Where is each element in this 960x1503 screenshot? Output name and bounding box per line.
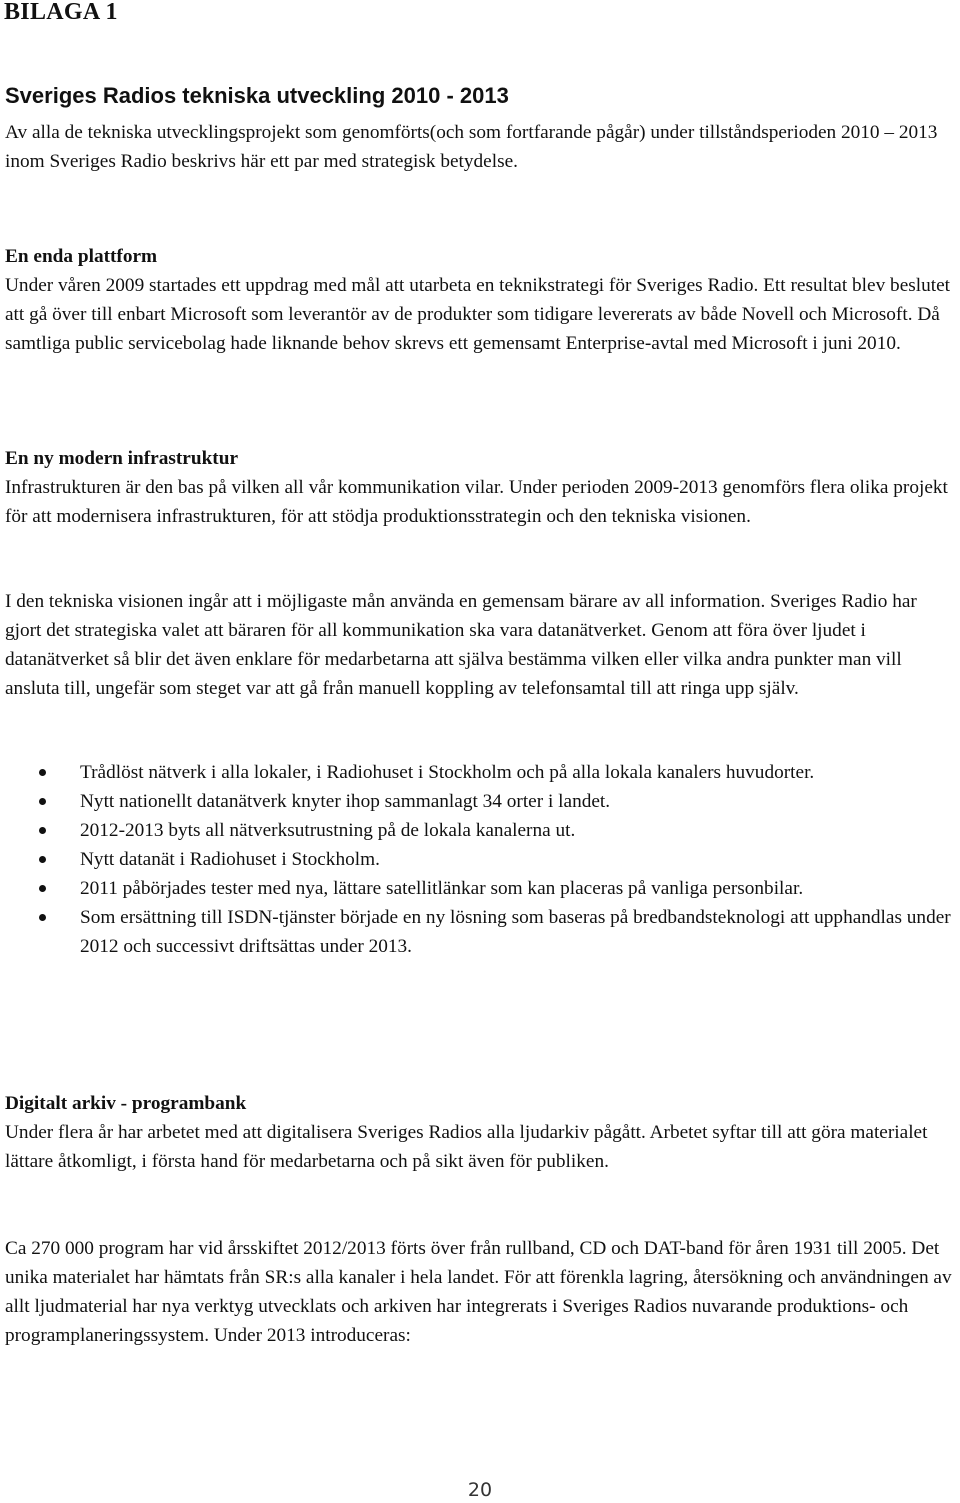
section-heading-plattform: En enda plattform (5, 246, 158, 267)
document-title: Sveriges Radios tekniska utveckling 2010 - 2013 (5, 83, 509, 108)
section-text-plattform: Under våren 2009 startades ett uppdrag med mål att utarbeta en teknikstrategi för Sveriges Radio. Ett resultat blev beslutet att gå över till enbart Microsoft som leverantör av de produkter som tidigare levererats av både Novell och Microsoft. Då samtliga public servicebolag hade liknande behov skrevs ett gemensamt Enterprise-avtal med Microsoft i juni 2010. (5, 275, 951, 354)
section-plattform (5, 242, 957, 358)
list-item-text: Trådlöst nätverk i alla lokaler, i Radiohuset i Stockholm och på alla lokala kanalers huvudorter. (80, 762, 815, 783)
list-item (0, 874, 955, 903)
list-item-text: 2011 påbörjades tester med nya, lättare satellitlänkar som kan placeras på vanliga personbilar. (80, 878, 804, 899)
bullet-icon (39, 769, 46, 776)
bullet-icon (39, 914, 46, 921)
section-heading-arkiv: Digitalt arkiv - programbank (5, 1093, 247, 1114)
page-header-label: BILAGA 1 (4, 0, 118, 25)
infrastructure-bullet-list (0, 758, 955, 961)
bullet-icon (39, 856, 46, 863)
section-text-infrastruktur: Infrastrukturen är den bas på vilken all vår kommunikation vilar. Under perioden 2009-2013 genomförs flera olika projekt för att modernisera infrastrukturen, för att stödja produktionsstrategin och den tekniska visionen. (5, 477, 948, 527)
list-item (0, 903, 955, 961)
bullet-icon (39, 827, 46, 834)
list-item-text: 2012-2013 byts all nätverksutrustning på de lokala kanalerna ut. (80, 820, 576, 841)
bullet-icon (39, 885, 46, 892)
paragraph-arkiv-program: Ca 270 000 program har vid årsskiftet 2012/2013 förts över från rullband, CD och DAT-band för åren 1931 till 2005. Det unika materialet har hämtats från SR:s alla kanaler i hela landet. För att förenkla lagring, återsökning och användningen av allt ljudmaterial har nya verktyg utvecklats och arkiven har integrerats i Sveriges Radios nuvarande produktions- och programplaneringssystem. Under 2013 introduceras: (5, 1238, 952, 1346)
page-number: 20 (467, 1479, 493, 1501)
list-item (0, 845, 955, 874)
bullet-icon (39, 798, 46, 805)
list-item (0, 816, 955, 845)
list-item-text: Som ersättning till ISDN-tjänster började en ny lösning som baseras på bredbandsteknologi att upphandlas under 2012 och successivt driftsättas under 2013. (80, 907, 951, 957)
section-text-arkiv: Under flera år har arbetet med att digitalisera Sveriges Radios alla ljudarkiv pågått. Arbetet syftar till att göra materialet lättare åtkomligt, i första hand för medarbetarna och på sikt även för publiken. (5, 1122, 928, 1172)
section-infrastruktur (5, 444, 957, 531)
intro-paragraph: Av alla de tekniska utvecklingsprojekt som genomförts(och som fortfarande pågår) under tillståndsperioden 2010 – 2013 inom Sveriges Radio beskrivs här ett par med strategisk betydelse. (5, 122, 938, 172)
section-arkiv (5, 1089, 957, 1176)
list-item (0, 758, 955, 787)
paragraph-teknisk-vision: I den tekniska visionen ingår att i möjligaste mån använda en gemensam bärare av all information. Sveriges Radio har gjort det strategiska valet att bäraren för all kommunikation ska vara datanätverket. Genom att föra över ljudet i datanätverket så blir det även enklare för medarbetarna att själva bestämma vilken eller vilka andra punkter man vill ansluta till, ungefär som steget var att gå från manuell koppling av telefonsamtal till att ringa upp själv. (5, 591, 917, 699)
list-item-text: Nytt nationellt datanätverk knyter ihop sammanlagt 34 orter i landet. (80, 791, 611, 812)
section-heading-infrastruktur: En ny modern infrastruktur (5, 448, 239, 469)
list-item-text: Nytt datanät i Radiohuset i Stockholm. (80, 849, 380, 870)
list-item (0, 787, 955, 816)
